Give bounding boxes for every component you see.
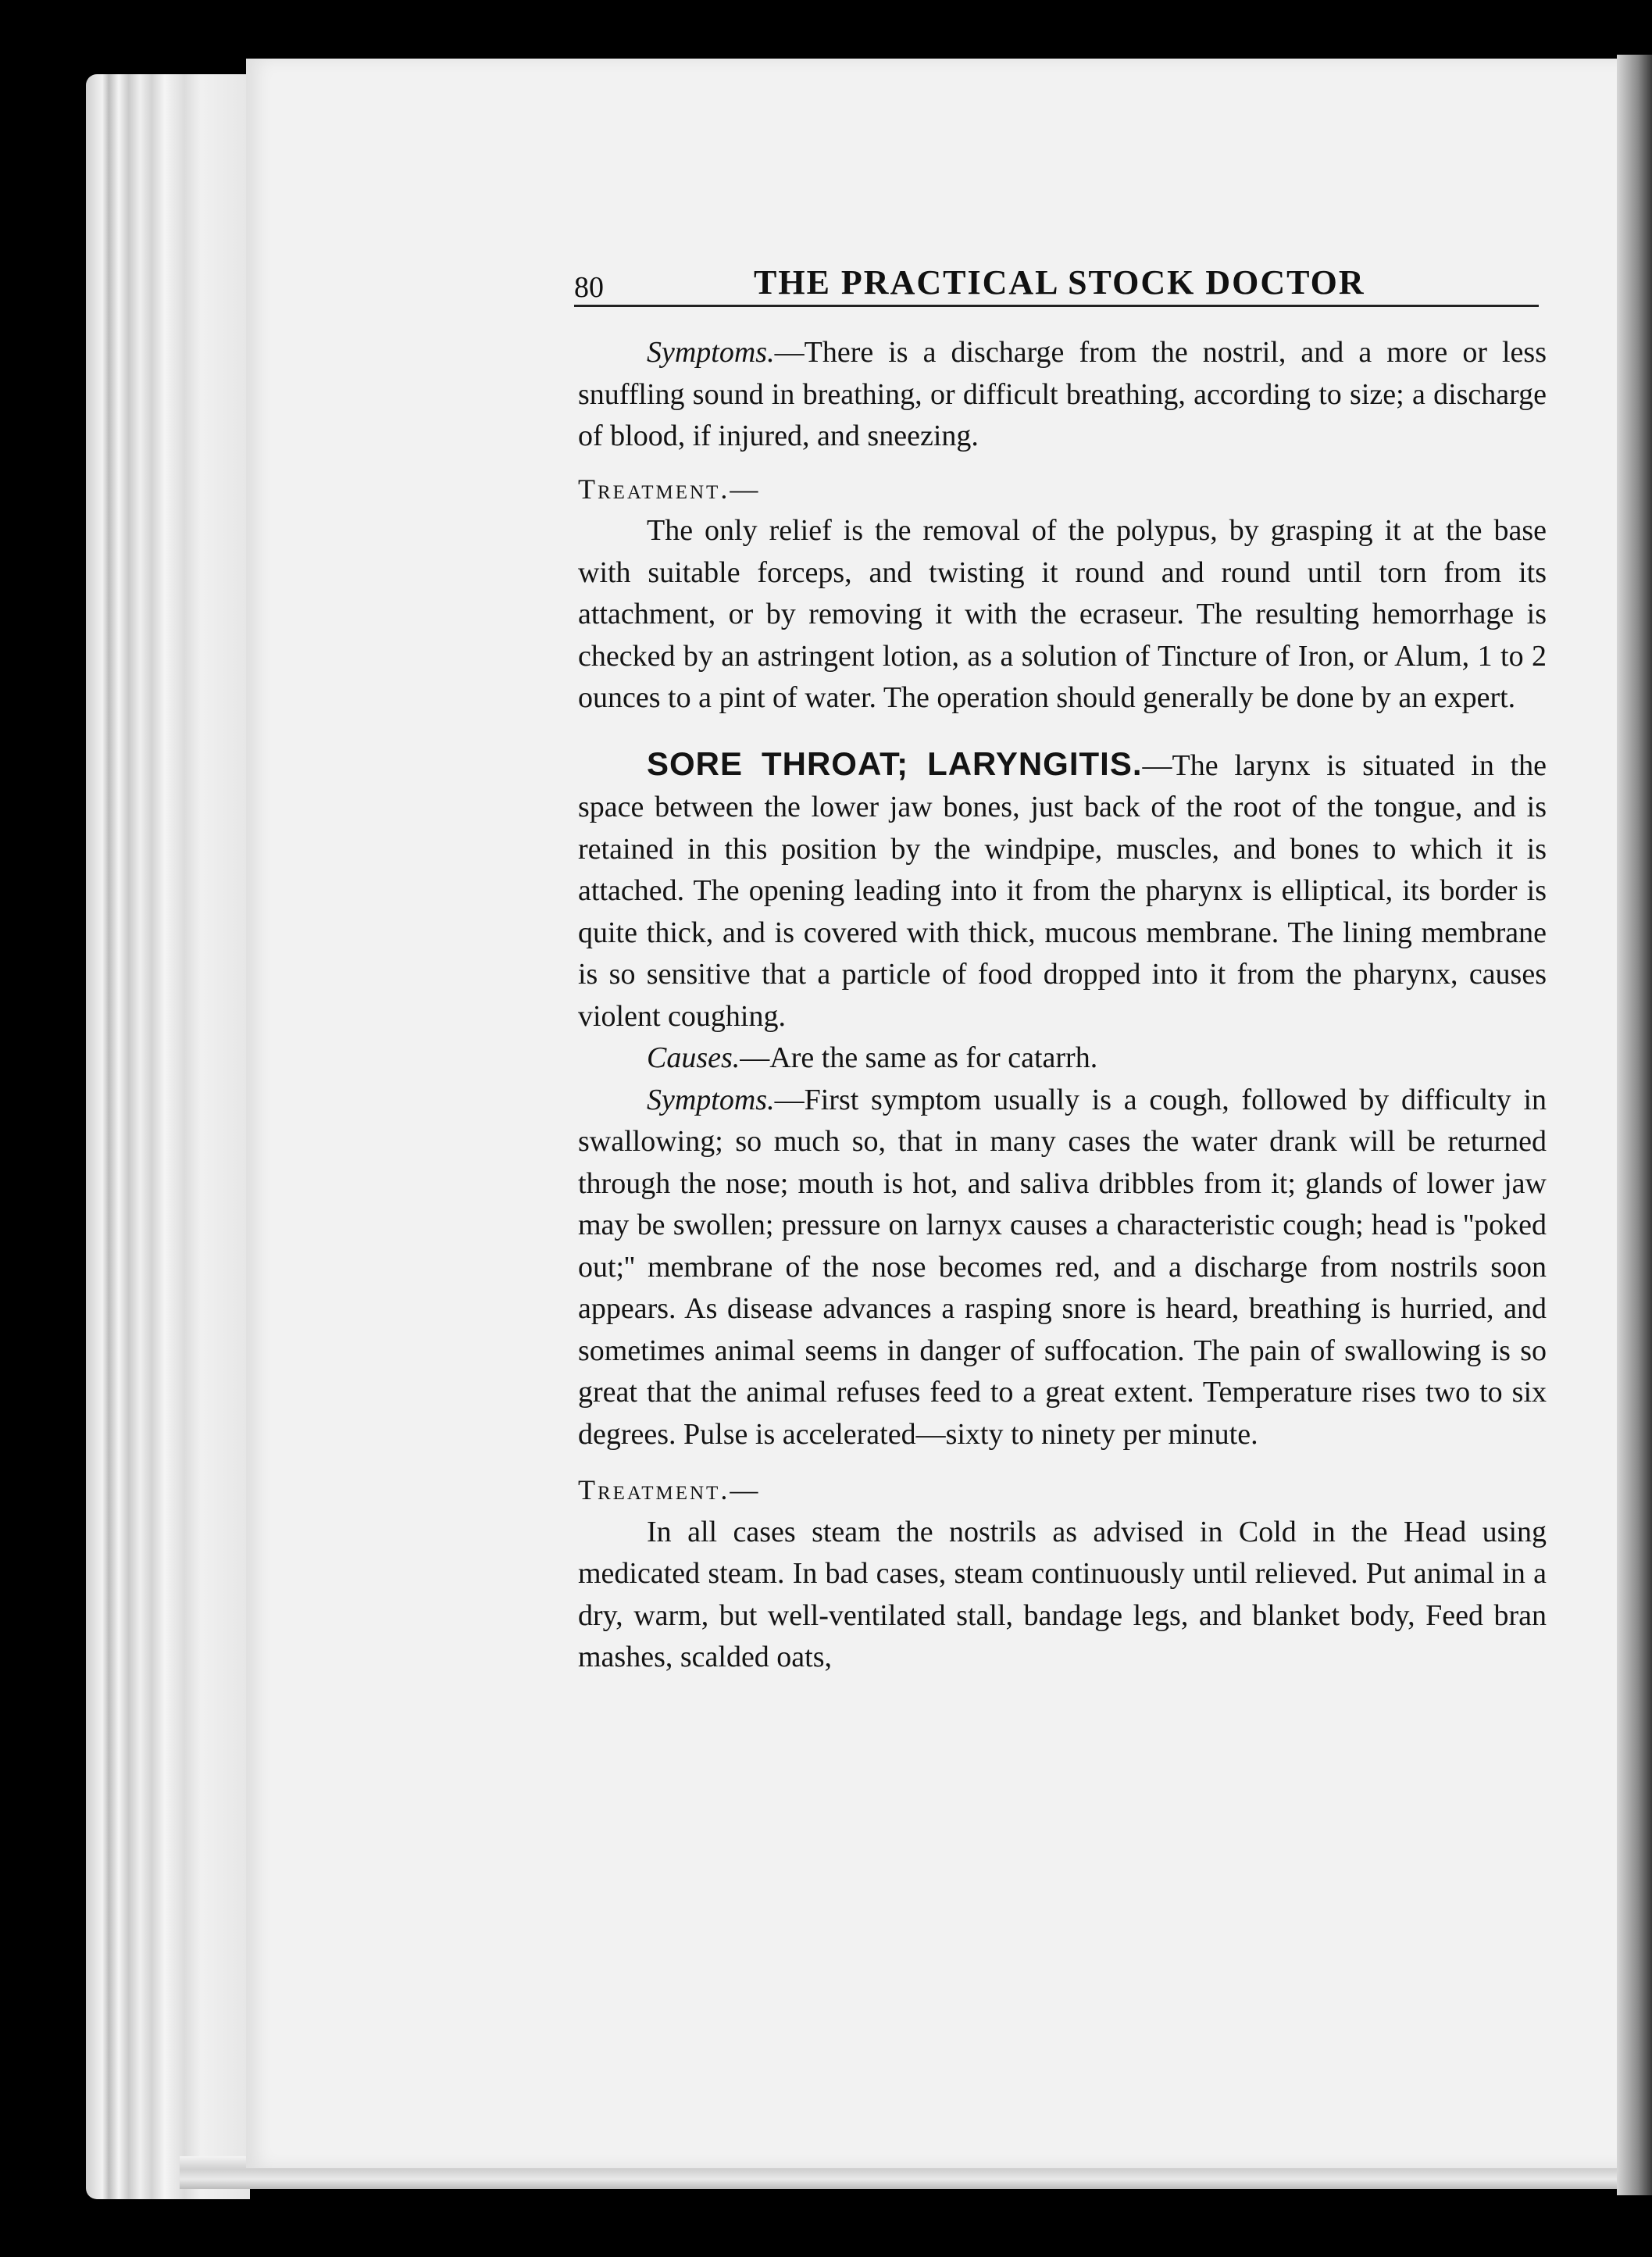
- running-title: THE PRACTICAL STOCK DOCTOR: [754, 263, 1365, 302]
- page-number: 80: [574, 271, 604, 304]
- page-gutter-shadow: [1617, 55, 1652, 2195]
- causes-paragraph: [578, 1037, 1547, 1080]
- symptoms-2-label: Symptoms.: [647, 1083, 775, 1116]
- page-header: [574, 259, 1539, 306]
- book-page-edges: [86, 74, 250, 2199]
- section-heading: SORE THROAT; LARYNGITIS.: [647, 745, 1143, 782]
- section-text: —The larynx is situated in the space between the lower jaw bones, just back of the root of the tongue, and is retained in this position by the windpipe, muscles, and bones to which it is attached. The opening leading into it from the pharynx is elliptical, its border is quite thick, and is covered with thick, mucous membrane. The lining membrane is so sensitive that a particle of food dropped into it from the pharynx, causes violent coughing.: [578, 748, 1547, 1033]
- page-body: [578, 332, 1547, 1679]
- symptoms-text: —There is a discharge from the nostril, and a more or less snuffling sound in breathing, or difficult breathing, according to size; a discharge of blood, if injured, and sneezing.: [578, 336, 1547, 452]
- symptoms-2-text: —First symptom usually is a cough, followed by difficulty in swallowing; so much so, that in many cases the water drank will be returned through the nose; mouth is hot, and saliva dribbles from it; glands of lower jaw may be swollen; pressure on larnyx causes a characteristic cough; head is ''poked out;'' membrane of the nose becomes red, and a discharge from nostrils soon appears. As disease advances a rasping snore is heard, breathing is hurried, and sometimes animal seems in danger of suffocation. The pain of swallowing is so great that the animal refuses feed to a great extent. Temperature rises two to six degrees. Pulse is accelerated—sixty to ninety per minute.: [578, 1083, 1547, 1451]
- treatment-2-paragraph: In all cases steam the nostrils as advised in Cold in the Head using medicated steam. In bad cases, steam continuously until relieved. Put animal in a dry, warm, but well-ventilated stall, bandage legs, and blanket body, Feed bran mashes, scalded oats,: [578, 1515, 1547, 1673]
- symptoms-2-paragraph: [578, 1080, 1547, 1456]
- header-rule: [574, 305, 1539, 307]
- treatment-paragraph: The only relief is the removal of the polypus, by grasping it at the base with suitable forceps, and twisting it round and round until torn from its attachment, or by removing it with the ecraseur. The resulting hemorrhage is checked by an astringent lotion, as a solution of Tincture of Iron, or Alum, 1 to 2 ounces to a pint of water. The operation should generally be done by an expert.: [578, 514, 1547, 714]
- symptoms-label: Symptoms.: [647, 336, 775, 369]
- symptoms-paragraph: [578, 332, 1547, 458]
- treatment-2-heading: Treatment.—: [578, 1474, 761, 1505]
- causes-label: Causes.: [647, 1041, 740, 1074]
- section-paragraph: [578, 743, 1547, 1038]
- causes-text: —Are the same as for catarrh.: [740, 1041, 1098, 1074]
- treatment-heading: Treatment.—: [578, 473, 761, 505]
